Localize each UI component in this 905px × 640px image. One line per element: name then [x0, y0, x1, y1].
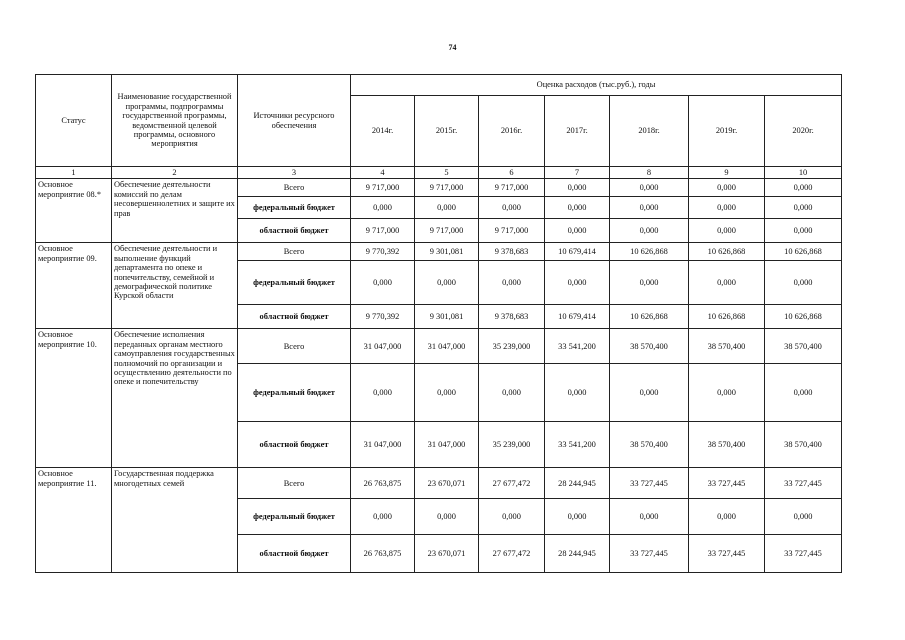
header-year: 2019г.: [689, 96, 765, 167]
amount-cell: 10 626,868: [765, 305, 842, 329]
table-row: [36, 329, 842, 364]
amount-cell: 33 541,200: [545, 422, 610, 468]
amount-cell: 9 717,000: [351, 179, 415, 197]
header-sources: Источники ресурсного обеспечения: [238, 75, 351, 167]
funding-source: федеральный бюджет: [238, 261, 351, 305]
amount-cell: 0,000: [610, 261, 689, 305]
amount-cell: 10 679,414: [545, 305, 610, 329]
column-number: 1: [36, 167, 112, 179]
amount-cell: 0,000: [351, 197, 415, 219]
amount-cell: 33 727,445: [610, 468, 689, 499]
amount-cell: 0,000: [689, 499, 765, 535]
amount-cell: 0,000: [610, 364, 689, 422]
header-year: 2018г.: [610, 96, 689, 167]
funding-source: федеральный бюджет: [238, 499, 351, 535]
column-number: 3: [238, 167, 351, 179]
column-number: 7: [545, 167, 610, 179]
amount-cell: 0,000: [351, 261, 415, 305]
column-number: 6: [479, 167, 545, 179]
amount-cell: 9 717,000: [479, 179, 545, 197]
amount-cell: 9 717,000: [415, 219, 479, 243]
amount-cell: 10 626,868: [610, 243, 689, 261]
amount-cell: 33 727,445: [765, 535, 842, 573]
expenditure-table: [35, 74, 842, 573]
amount-cell: 0,000: [765, 364, 842, 422]
amount-cell: 9 378,683: [479, 243, 545, 261]
header-year: 2016г.: [479, 96, 545, 167]
amount-cell: 0,000: [415, 499, 479, 535]
amount-cell: 0,000: [689, 219, 765, 243]
amount-cell: 0,000: [479, 499, 545, 535]
amount-cell: 38 570,400: [610, 329, 689, 364]
amount-cell: 0,000: [689, 261, 765, 305]
amount-cell: 33 727,445: [689, 535, 765, 573]
funding-source: Всего: [238, 179, 351, 197]
amount-cell: 0,000: [479, 261, 545, 305]
amount-cell: 10 626,868: [689, 305, 765, 329]
amount-cell: 33 727,445: [610, 535, 689, 573]
amount-cell: 10 679,414: [545, 243, 610, 261]
funding-source: федеральный бюджет: [238, 364, 351, 422]
header-year: 2017г.: [545, 96, 610, 167]
amount-cell: 9 717,000: [351, 219, 415, 243]
amount-cell: 35 239,000: [479, 329, 545, 364]
amount-cell: 9 378,683: [479, 305, 545, 329]
amount-cell: 0,000: [765, 261, 842, 305]
amount-cell: 0,000: [765, 499, 842, 535]
amount-cell: 9 717,000: [415, 179, 479, 197]
amount-cell: 38 570,400: [610, 422, 689, 468]
funding-source: областной бюджет: [238, 535, 351, 573]
funding-source: Всего: [238, 468, 351, 499]
amount-cell: 31 047,000: [351, 422, 415, 468]
amount-cell: 10 626,868: [689, 243, 765, 261]
header-estimate: Оценка расходов (тыс.руб.), годы: [351, 75, 842, 96]
amount-cell: 0,000: [351, 364, 415, 422]
amount-cell: 0,000: [545, 261, 610, 305]
amount-cell: 38 570,400: [689, 422, 765, 468]
amount-cell: 23 670,071: [415, 468, 479, 499]
table-row: [36, 243, 842, 261]
amount-cell: 10 626,868: [765, 243, 842, 261]
measure-name: Обеспечение деятельности комиссий по делам несовершеннолетних и защите их прав: [112, 179, 238, 243]
amount-cell: 0,000: [479, 364, 545, 422]
amount-cell: 0,000: [545, 179, 610, 197]
funding-source: федеральный бюджет: [238, 197, 351, 219]
funding-source: областной бюджет: [238, 219, 351, 243]
column-number: 2: [112, 167, 238, 179]
column-number: 9: [689, 167, 765, 179]
amount-cell: 0,000: [689, 197, 765, 219]
amount-cell: 33 541,200: [545, 329, 610, 364]
amount-cell: 35 239,000: [479, 422, 545, 468]
funding-source: областной бюджет: [238, 422, 351, 468]
header-year: 2014г.: [351, 96, 415, 167]
amount-cell: 0,000: [689, 179, 765, 197]
amount-cell: 26 763,875: [351, 468, 415, 499]
page-number: 74: [448, 43, 457, 52]
amount-cell: 28 244,945: [545, 535, 610, 573]
amount-cell: 31 047,000: [415, 329, 479, 364]
amount-cell: 0,000: [545, 499, 610, 535]
amount-cell: 23 670,071: [415, 535, 479, 573]
amount-cell: 0,000: [415, 261, 479, 305]
header-year: 2020г.: [765, 96, 842, 167]
measure-status: Основное мероприятие 10.: [36, 329, 112, 468]
funding-source: Всего: [238, 329, 351, 364]
column-number: 10: [765, 167, 842, 179]
amount-cell: 0,000: [415, 197, 479, 219]
amount-cell: 27 677,472: [479, 468, 545, 499]
measure-name: Обеспечение деятельности и выполнение функций департамента по опеке и попечительству, семейной и демографической политике Курской области: [112, 243, 238, 329]
amount-cell: 33 727,445: [765, 468, 842, 499]
funding-source: Всего: [238, 243, 351, 261]
amount-cell: 0,000: [610, 179, 689, 197]
header-status: Статус: [36, 75, 112, 167]
amount-cell: 27 677,472: [479, 535, 545, 573]
header-name: Наименование государственной программы, подпрограммы государственной программы, ведомственной целевой программы, основного мероприятия: [112, 75, 238, 167]
amount-cell: 0,000: [765, 219, 842, 243]
amount-cell: 9 301,081: [415, 305, 479, 329]
amount-cell: 31 047,000: [415, 422, 479, 468]
header-year: 2015г.: [415, 96, 479, 167]
amount-cell: 0,000: [610, 499, 689, 535]
amount-cell: 0,000: [765, 197, 842, 219]
amount-cell: 33 727,445: [689, 468, 765, 499]
amount-cell: 10 626,868: [610, 305, 689, 329]
amount-cell: 9 770,392: [351, 243, 415, 261]
column-number: 4: [351, 167, 415, 179]
measure-status: Основное мероприятие 08.*: [36, 179, 112, 243]
amount-cell: 26 763,875: [351, 535, 415, 573]
amount-cell: 9 770,392: [351, 305, 415, 329]
amount-cell: 0,000: [610, 197, 689, 219]
table-row: [36, 179, 842, 197]
measure-status: Основное мероприятие 11.: [36, 468, 112, 573]
amount-cell: 0,000: [545, 219, 610, 243]
amount-cell: 38 570,400: [689, 329, 765, 364]
amount-cell: 9 717,000: [479, 219, 545, 243]
amount-cell: 9 301,081: [415, 243, 479, 261]
amount-cell: 38 570,400: [765, 422, 842, 468]
column-number: 5: [415, 167, 479, 179]
amount-cell: 38 570,400: [765, 329, 842, 364]
amount-cell: 28 244,945: [545, 468, 610, 499]
amount-cell: 0,000: [545, 197, 610, 219]
funding-source: областной бюджет: [238, 305, 351, 329]
amount-cell: 0,000: [479, 197, 545, 219]
measure-name: Обеспечение исполнения переданных органам местного самоуправления государственных полномочий по организации и осуществлению деятельности по опеке и попечительству: [112, 329, 238, 468]
measure-name: Государственная поддержка многодетных семей: [112, 468, 238, 573]
amount-cell: 31 047,000: [351, 329, 415, 364]
amount-cell: 0,000: [765, 179, 842, 197]
table-row: [36, 468, 842, 499]
amount-cell: 0,000: [545, 364, 610, 422]
amount-cell: 0,000: [415, 364, 479, 422]
amount-cell: 0,000: [689, 364, 765, 422]
column-number: 8: [610, 167, 689, 179]
amount-cell: 0,000: [351, 499, 415, 535]
measure-status: Основное мероприятие 09.: [36, 243, 112, 329]
amount-cell: 0,000: [610, 219, 689, 243]
